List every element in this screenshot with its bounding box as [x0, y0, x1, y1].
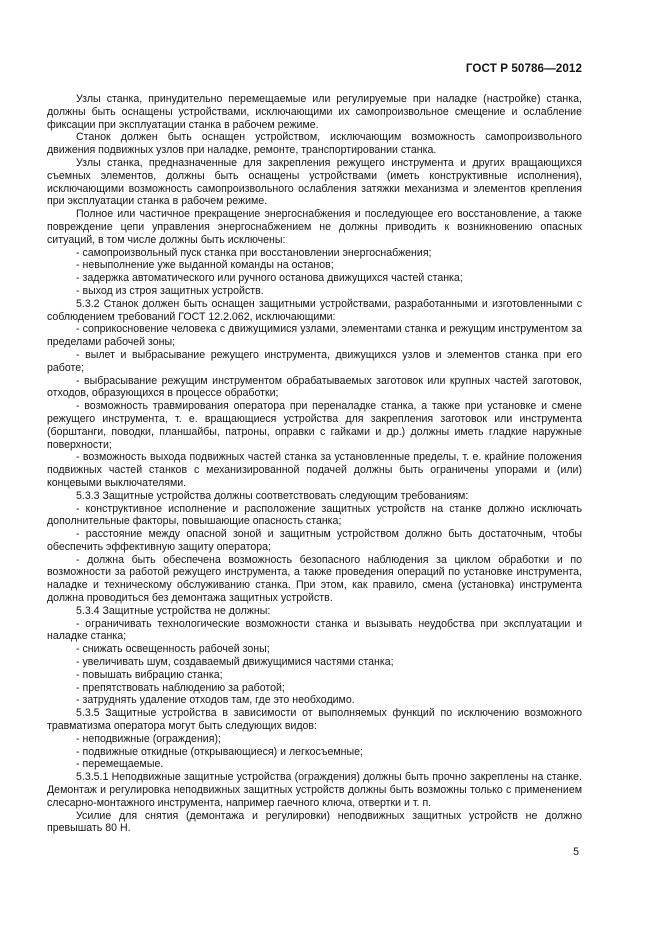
list-item: - возможность выхода подвижных частей станка за установленные пределы, т. е. крайние положения подвижных частей станков с механизированной подачей должны быть ограничены упорами и (или) концевыми выключателями.: [47, 451, 582, 489]
list-item: - конструктивное исполнение и расположение защитных устройств на станке должно исключать дополнительные факторы, повышающие опасность станка;: [47, 502, 582, 528]
list-item: - самопроизвольный пуск станка при восстановлении энергоснабжения;: [76, 246, 432, 259]
list-item: - повышать вибрацию станка;: [76, 668, 223, 681]
paragraph: Полное или частичное прекращение энергоснабжения и последующее его восстановление, а также повреждение цепи управления энергоснабжением не должны приводить к возникновению опасных ситуаций, в том числе должны быть исключены:: [47, 208, 582, 246]
list-item: - расстояние между опасной зоной и защитным устройством должно быть достаточным, чтобы обеспечить эффективную защиту оператора;: [47, 528, 582, 553]
list-item: - затруднять удаление отходов там, где это необходимо.: [76, 694, 355, 707]
body-text: [47, 93, 582, 835]
paragraph: Станок должен быть оснащен устройством, исключающим возможность самопроизвольного движения подвижных узлов при наладке, ремонте, транспортировании станка.: [47, 131, 582, 157]
list-item: - соприкосновение человека с движущимися узлами, элементами станка и режущим инструментом за пределами рабочей зоны;: [47, 323, 582, 349]
list-item: - перемещаемые.: [76, 758, 164, 771]
list-item: - увеличивать шум, создаваемый движущимися частями станка;: [76, 656, 394, 669]
list-item: - ограничивать технологические возможности станка и вызывать неудобства при эксплуатации и наладке станка;: [47, 617, 582, 643]
list-item: - снижать освещенность рабочей зоны;: [76, 643, 270, 656]
clause-5-3-2: 5.3.2 Станок должен быть оснащен защитными устройствами, разработанными и изготовленными с соблюдением требований ГОСТ 12.2.062, исключающими:: [47, 297, 582, 323]
paragraph: Усилие для снятия (демонтажа и регулировки) неподвижных защитных устройств не должно превышать 80 Н.: [47, 809, 582, 835]
list-item: - неподвижные (ограждения);: [76, 732, 221, 745]
clause-5-3-5-1: 5.3.5.1 Неподвижные защитные устройства (ограждения) должны быть прочно закреплены на станке. Демонтаж и регулировка неподвижных защитных устройств должны быть возможны только с применением слесарно-монтажного инструмента, например гаечного ключа, отвертки и т. п.: [47, 771, 582, 809]
list-item: - вылет и выбрасывание режущего инструмента, движущихся узлов и элементов станка при его работе;: [47, 348, 582, 374]
list-item: - должна быть обеспечена возможность безопасного наблюдения за циклом обработки и по возможности за работой режущего инструмента, а также проведения операций по установке инструмента, наладке и техническому обслуживанию станка. При этом, как правило, смена (установка) инструмента должна проводиться без демонтажа защитных устройств.: [47, 553, 582, 605]
standard-designation: ГОСТ Р 50786—2012: [465, 62, 582, 75]
clause-5-3-4: 5.3.4 Защитные устройства не должны:: [76, 604, 271, 617]
list-item: - невыполнение уже выданной команды на останов;: [76, 259, 334, 272]
clause-5-3-3: 5.3.3 Защитные устройства должны соответствовать следующим требованиям:: [76, 489, 469, 502]
list-item: - выбрасывание режущим инструментом обрабатываемых заготовок или крупных частей заготовок, отходов, образующихся в процессе обработки;: [47, 374, 582, 400]
list-item: - подвижные откидные (открывающиеся) и легкосъемные;: [76, 745, 363, 758]
clause-5-3-5: 5.3.5 Защитные устройства в зависимости от выполняемых функций по исключению возможного травматизма оператора могут быть следующих видов:: [47, 707, 582, 733]
list-item: - задержка автоматического или ручного останова движущихся частей станка;: [76, 272, 463, 285]
page-number: 5: [573, 846, 579, 858]
paragraph: Узлы станка, принудительно перемещаемые или регулируемые при наладке (настройке) станка, должны быть оснащены устройствами, исключающими их самопроизвольное смещение и ослабление фиксации при эксплуатации станка в рабочем режиме.: [47, 93, 582, 131]
list-item: - препятствовать наблюдению за работой;: [76, 681, 285, 694]
list-item: - возможность травмирования оператора при переналадке станка, а также при установке и смене режущего инструмента, т. е. вращающиеся устройства для закрепления заготовок или инструмента (борштанги, поводки, планшайбы, патроны, оправки с гайками и др.) должны иметь гладкие наружные поверхности;: [47, 400, 582, 451]
paragraph: Узлы станка, предназначенные для закрепления режущего инструмента и других вращающихся съемных элементов, должны быть оснащены устройствами (иметь конструктивные исполнения), исключающими возможность самопроизвольного ослабления затяжки механизма и элементов крепления при эксплуатации станка в рабочем режиме.: [47, 156, 582, 208]
list-item: - выход из строя защитных устройств.: [76, 284, 264, 297]
